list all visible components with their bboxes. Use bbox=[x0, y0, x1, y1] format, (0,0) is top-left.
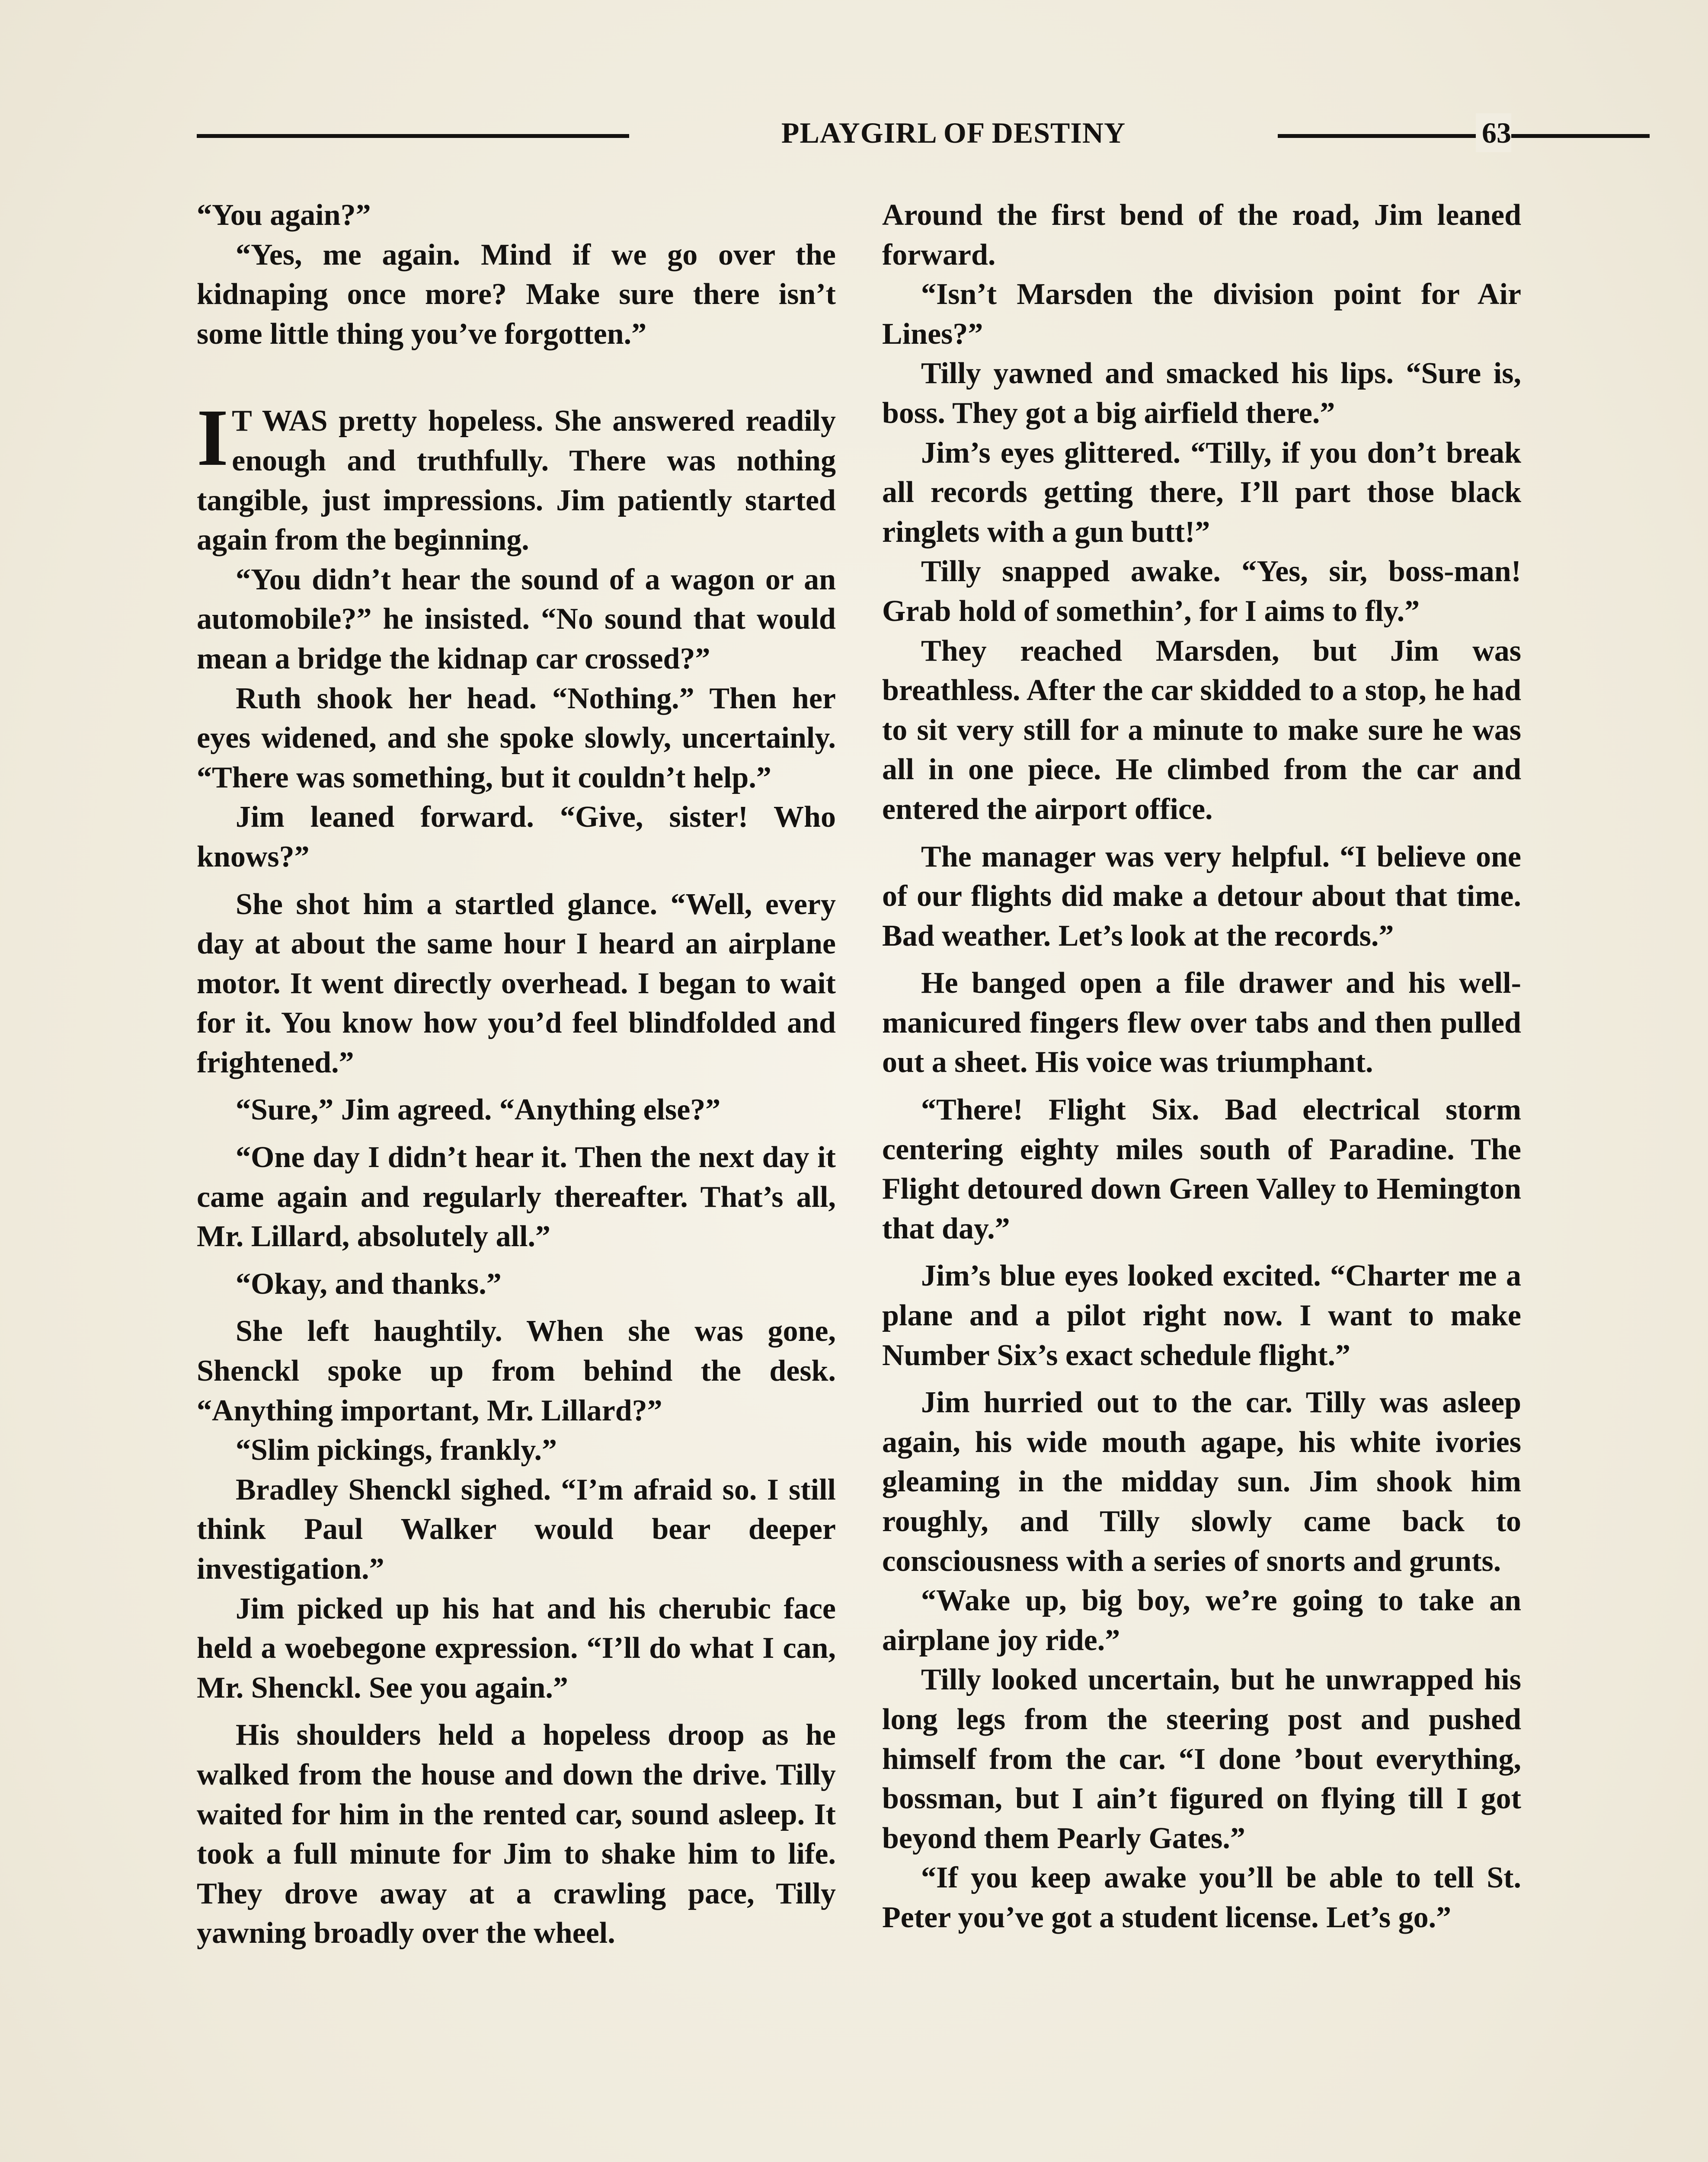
paragraph: Jim picked up his hat and his cherubic face held a woebegone expression. “I’ll do what I can, Mr. Shenckl. See you again.” bbox=[197, 1592, 836, 1705]
paragraph: She shot him a startled glance. “Well, every day at about the same hour I heard an airplane motor. It went directly overhead. I began to wait for it. You know how you’d feel blindfolded and frightened.” bbox=[197, 887, 836, 1079]
paragraph: Tilly yawned and smacked his lips. “Sure is, boss. They got a big airfield there.” bbox=[882, 357, 1521, 430]
paragraph: “Isn’t Marsden the division point for Air Lines?” bbox=[882, 278, 1521, 351]
paragraph: “Wake up, big boy, we’re going to take an airplane joy ride.” bbox=[882, 1584, 1521, 1657]
paragraph: “One day I didn’t hear it. Then the next day it came again and regularly thereafter. That’s all, Mr. Lillard, absolutely all.” bbox=[197, 1141, 836, 1254]
paragraph: Jim hurried out to the car. Tilly was asleep again, his wide mouth agape, his white ivories gleaming in the midday sun. Jim shook him roughly, and Tilly slowly came back to consciousness with a series of snorts and grunts. bbox=[882, 1386, 1521, 1578]
left-column bbox=[197, 195, 836, 1953]
paragraph: Jim’s blue eyes looked excited. “Charter me a plane and a pilot right now. I want to make Number Six’s exact schedule flight.” bbox=[882, 1259, 1521, 1372]
paragraph: He banged open a file drawer and his well-manicured fingers flew over tabs and then pulled out a sheet. His voice was triumphant. bbox=[882, 966, 1521, 1079]
paragraph: “Yes, me again. Mind if we go over the kidnaping once more? Make sure there isn’t some little thing you’ve forgotten.” bbox=[197, 238, 836, 351]
header-rule-left bbox=[197, 134, 629, 138]
paragraph: She left haughtily. When she was gone, Shenckl spoke up from behind the desk. “Anything important, Mr. Lillard?” bbox=[197, 1314, 836, 1427]
paragraph: Tilly snapped awake. “Yes, sir, boss-man! Grab hold of somethin’, for I aims to fly.” bbox=[882, 555, 1521, 628]
paragraph: Tilly looked uncertain, but he unwrapped his long legs from the steering post and pushed himself from the car. “I done ’bout everything, bossman, but I ain’t figured on flying till I got beyond them Pearly Gates.” bbox=[882, 1663, 1521, 1855]
running-header bbox=[197, 113, 1511, 152]
paragraph: His shoulders held a hopeless droop as he walked from the house and down the drive. Tilly waited for him in the rented car, sound asleep. It took a full minute for Jim to shake him to life. They drove away at a crawling pace, Tilly yawning broadly over the wheel. bbox=[197, 1718, 836, 1950]
paragraph: “You again?” bbox=[197, 198, 371, 232]
paragraph: Around the first bend of the road, Jim leaned forward. bbox=[882, 198, 1521, 272]
paragraph: “Sure,” Jim agreed. “Anything else?” bbox=[236, 1093, 721, 1127]
paragraph: “There! Flight Six. Bad electrical storm centering eighty miles south of Paradine. The Flight detoured down Green Valley to Hemington that day.” bbox=[882, 1093, 1521, 1245]
paragraph: Ruth shook her head. “Nothing.” Then her eyes widened, and she spoke slowly, uncertainly. “There was something, but it couldn’t help.” bbox=[197, 681, 836, 794]
paragraph: They reached Marsden, but Jim was breathless. After the car skidded to a stop, he had to sit very still for a minute to make sure he was all in one piece. He climbed from the car and entered the airport office. bbox=[882, 634, 1521, 826]
dropcap-paragraph-text: T WAS pretty hopeless. She answered readily enough and truthfully. There was nothing tangible, just impressions. Jim patiently started again from the beginning. bbox=[197, 404, 836, 557]
paragraph: Bradley Shenckl sighed. “I’m afraid so. I still think Paul Walker would bear deeper investigation.” bbox=[197, 1473, 836, 1586]
paragraph: The manager was very helpful. “I believe one of our flights did make a detour about that time. Bad weather. Let’s look at the records.” bbox=[882, 840, 1521, 953]
page-number: 63 bbox=[1476, 113, 1511, 152]
paragraph: “Okay, and thanks.” bbox=[236, 1267, 502, 1301]
paragraph-dropcap bbox=[197, 392, 836, 560]
paragraph: “You didn’t hear the sound of a wagon or an automobile?” he insisted. “No sound that would mean a bridge the kidnap car crossed?” bbox=[197, 563, 836, 675]
paragraph: “Slim pickings, frankly.” bbox=[236, 1433, 557, 1467]
right-column bbox=[882, 195, 1521, 1938]
drop-cap: I bbox=[197, 392, 229, 483]
paragraph: Jim leaned forward. “Give, sister! Who knows?” bbox=[197, 800, 836, 873]
header-rule-right bbox=[1278, 134, 1650, 138]
running-title: PLAYGIRL OF DESTINY bbox=[781, 116, 1126, 149]
paragraph: Jim’s eyes glittered. “Tilly, if you don’t break all records getting there, I’ll part those black ringlets with a gun butt!” bbox=[882, 436, 1521, 549]
paragraph: “If you keep awake you’ll be able to tell St. Peter you’ve got a student license. Let’s go.” bbox=[882, 1861, 1521, 1934]
